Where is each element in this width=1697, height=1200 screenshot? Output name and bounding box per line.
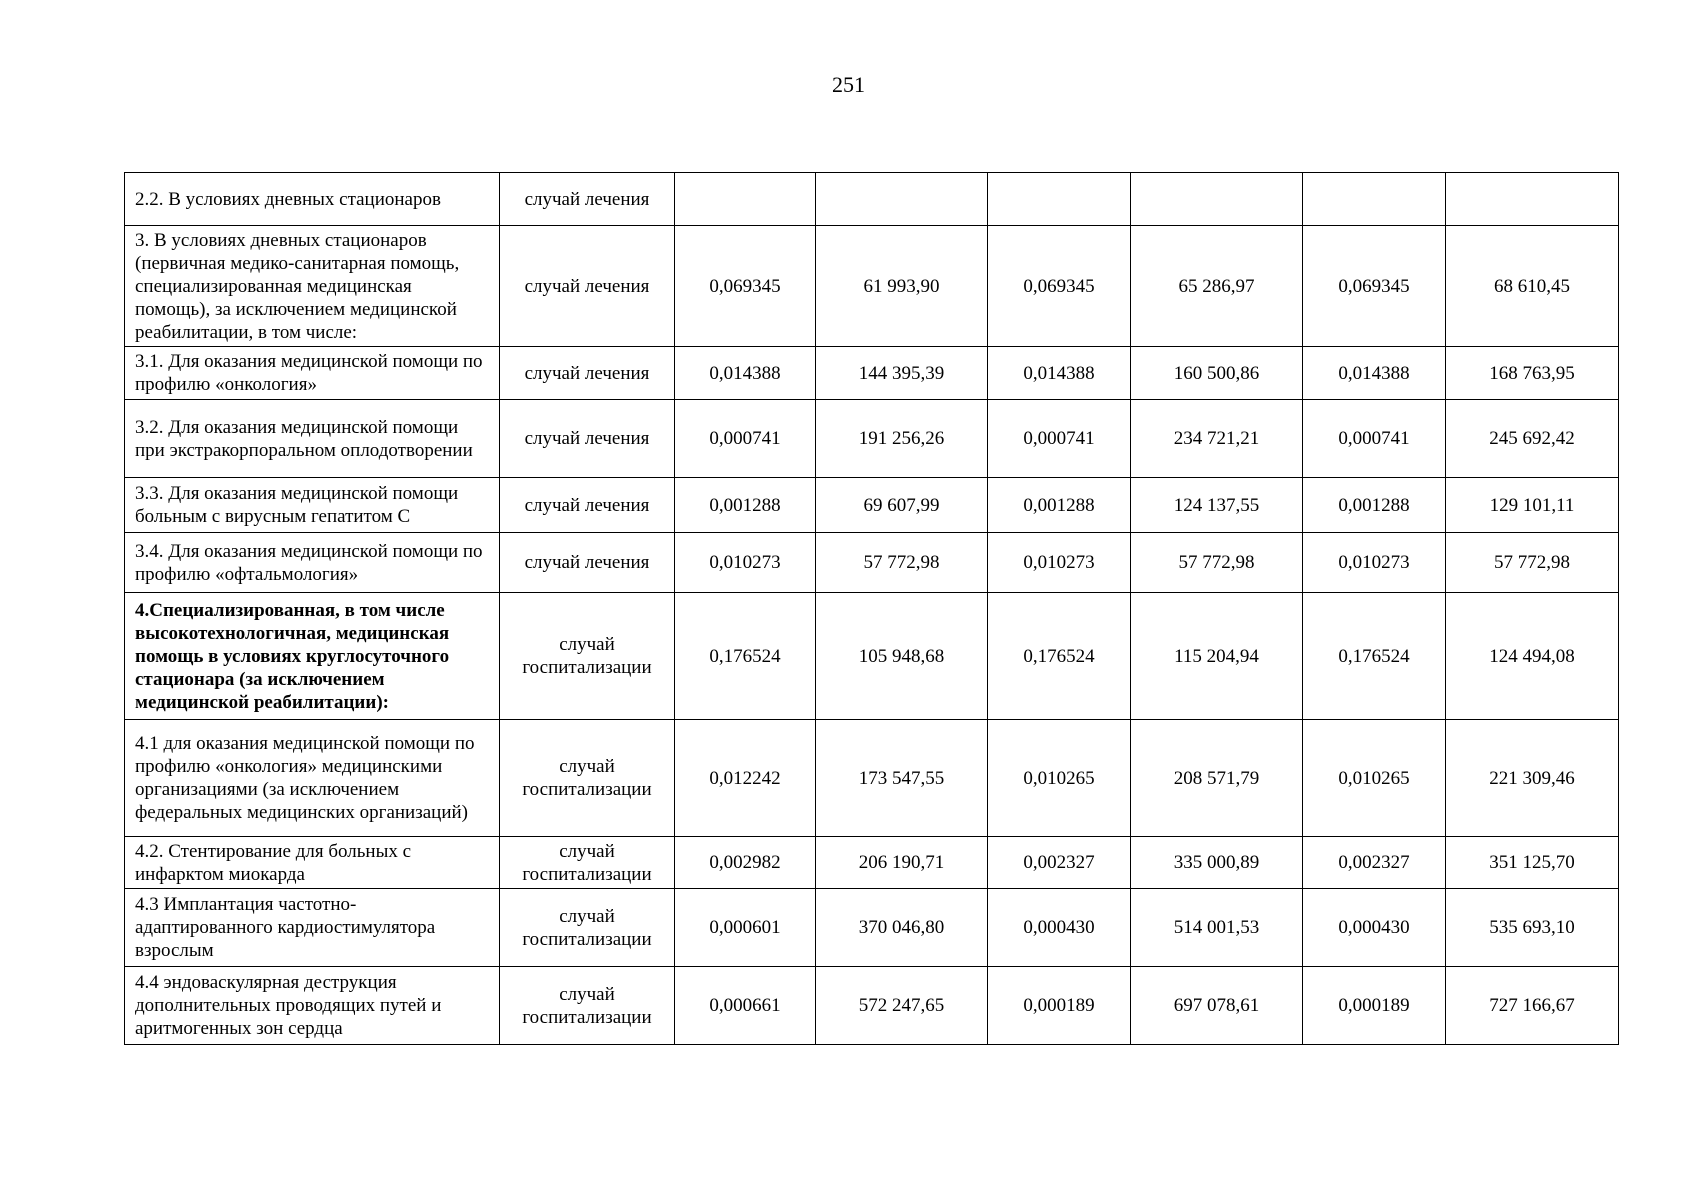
- value-cell: 514 001,53: [1131, 889, 1303, 967]
- value-cell: 221 309,46: [1446, 720, 1619, 837]
- value-cell: 234 721,21: [1131, 400, 1303, 478]
- row-unit: случай госпитализации: [500, 967, 675, 1045]
- table-row: [125, 889, 1619, 967]
- row-unit: случай госпитализации: [500, 720, 675, 837]
- value-cell: 144 395,39: [816, 347, 988, 400]
- value-cell: [1303, 173, 1446, 226]
- value-cell: 0,000741: [1303, 400, 1446, 478]
- row-unit: случай лечения: [500, 400, 675, 478]
- row-name: 4.1 для оказания медицинской помощи по профилю «онкология» медицинскими организациями (за исключением федеральных медицинских организаций): [125, 720, 500, 837]
- value-cell: 0,001288: [675, 478, 816, 533]
- value-cell: 0,010265: [1303, 720, 1446, 837]
- row-name: 4.Специализированная, в том числе высокотехнологичная, медицинская помощь в условиях круглосуточного стационара (за исключением медицинской реабилитации):: [125, 593, 500, 720]
- value-cell: 0,002327: [988, 837, 1131, 889]
- value-cell: 0,002982: [675, 837, 816, 889]
- value-cell: 0,001288: [1303, 478, 1446, 533]
- row-unit: случай лечения: [500, 533, 675, 593]
- value-cell: 0,014388: [988, 347, 1131, 400]
- value-cell: 0,000189: [1303, 967, 1446, 1045]
- value-cell: 0,000430: [1303, 889, 1446, 967]
- value-cell: [988, 173, 1131, 226]
- value-cell: 0,176524: [1303, 593, 1446, 720]
- row-name: 3. В условиях дневных стационаров (первичная медико-санитарная помощь, специализированная медицинская помощь), за исключением медицинской реабилитации, в том числе:: [125, 226, 500, 347]
- table-row: [125, 720, 1619, 837]
- value-cell: 0,000741: [675, 400, 816, 478]
- row-name: 2.2. В условиях дневных стационаров: [125, 173, 500, 226]
- value-cell: 0,012242: [675, 720, 816, 837]
- value-cell: 191 256,26: [816, 400, 988, 478]
- value-cell: 697 078,61: [1131, 967, 1303, 1045]
- row-unit: случай лечения: [500, 347, 675, 400]
- value-cell: 245 692,42: [1446, 400, 1619, 478]
- value-cell: 727 166,67: [1446, 967, 1619, 1045]
- value-cell: 65 286,97: [1131, 226, 1303, 347]
- value-cell: 173 547,55: [816, 720, 988, 837]
- row-unit: случай госпитализации: [500, 889, 675, 967]
- table-row: [125, 173, 1619, 226]
- row-name: 3.3. Для оказания медицинской помощи больным с вирусным гепатитом С: [125, 478, 500, 533]
- table-row: [125, 347, 1619, 400]
- value-cell: 0,001288: [988, 478, 1131, 533]
- row-name: 4.4 эндоваскулярная деструкция дополнительных проводящих путей и аритмогенных зон сердца: [125, 967, 500, 1045]
- value-cell: 57 772,98: [1446, 533, 1619, 593]
- value-cell: 57 772,98: [816, 533, 988, 593]
- value-cell: 0,010273: [988, 533, 1131, 593]
- table-row: [125, 837, 1619, 889]
- value-cell: [816, 173, 988, 226]
- data-table: [124, 172, 1619, 1045]
- value-cell: 61 993,90: [816, 226, 988, 347]
- table-row: [125, 400, 1619, 478]
- row-unit: случай лечения: [500, 226, 675, 347]
- value-cell: 208 571,79: [1131, 720, 1303, 837]
- row-unit: случай лечения: [500, 173, 675, 226]
- value-cell: 572 247,65: [816, 967, 988, 1045]
- value-cell: 335 000,89: [1131, 837, 1303, 889]
- row-unit: случай лечения: [500, 478, 675, 533]
- value-cell: 0,000189: [988, 967, 1131, 1045]
- value-cell: 0,000601: [675, 889, 816, 967]
- value-cell: 0,176524: [675, 593, 816, 720]
- row-name: 3.1. Для оказания медицинской помощи по профилю «онкология»: [125, 347, 500, 400]
- table-row: [125, 533, 1619, 593]
- value-cell: 535 693,10: [1446, 889, 1619, 967]
- value-cell: 0,002327: [1303, 837, 1446, 889]
- value-cell: 115 204,94: [1131, 593, 1303, 720]
- table-row: [125, 478, 1619, 533]
- page-number: 251: [832, 72, 865, 97]
- value-cell: 0,000741: [988, 400, 1131, 478]
- row-name: 4.2. Стентирование для больных с инфарктом миокарда: [125, 837, 500, 889]
- value-cell: [675, 173, 816, 226]
- table-row: [125, 967, 1619, 1045]
- value-cell: 0,010273: [675, 533, 816, 593]
- value-cell: 0,176524: [988, 593, 1131, 720]
- value-cell: 57 772,98: [1131, 533, 1303, 593]
- value-cell: 168 763,95: [1446, 347, 1619, 400]
- row-unit: случай госпитализации: [500, 593, 675, 720]
- value-cell: 0,000430: [988, 889, 1131, 967]
- value-cell: 124 137,55: [1131, 478, 1303, 533]
- value-cell: 206 190,71: [816, 837, 988, 889]
- row-name: 3.4. Для оказания медицинской помощи по профилю «офтальмология»: [125, 533, 500, 593]
- value-cell: 160 500,86: [1131, 347, 1303, 400]
- row-name: 3.2. Для оказания медицинской помощи при экстракорпоральном оплодотворении: [125, 400, 500, 478]
- value-cell: 129 101,11: [1446, 478, 1619, 533]
- table-row: [125, 593, 1619, 720]
- value-cell: 0,000661: [675, 967, 816, 1045]
- value-cell: 0,069345: [1303, 226, 1446, 347]
- value-cell: 0,010273: [1303, 533, 1446, 593]
- value-cell: 0,069345: [988, 226, 1131, 347]
- value-cell: 105 948,68: [816, 593, 988, 720]
- table-row: [125, 226, 1619, 347]
- value-cell: 0,010265: [988, 720, 1131, 837]
- value-cell: 69 607,99: [816, 478, 988, 533]
- row-name: 4.3 Имплантация частотно-адаптированного кардиостимулятора взрослым: [125, 889, 500, 967]
- value-cell: [1446, 173, 1619, 226]
- value-cell: 0,069345: [675, 226, 816, 347]
- value-cell: [1131, 173, 1303, 226]
- value-cell: 0,014388: [675, 347, 816, 400]
- value-cell: 351 125,70: [1446, 837, 1619, 889]
- value-cell: 0,014388: [1303, 347, 1446, 400]
- value-cell: 124 494,08: [1446, 593, 1619, 720]
- value-cell: 68 610,45: [1446, 226, 1619, 347]
- row-unit: случай госпитализации: [500, 837, 675, 889]
- value-cell: 370 046,80: [816, 889, 988, 967]
